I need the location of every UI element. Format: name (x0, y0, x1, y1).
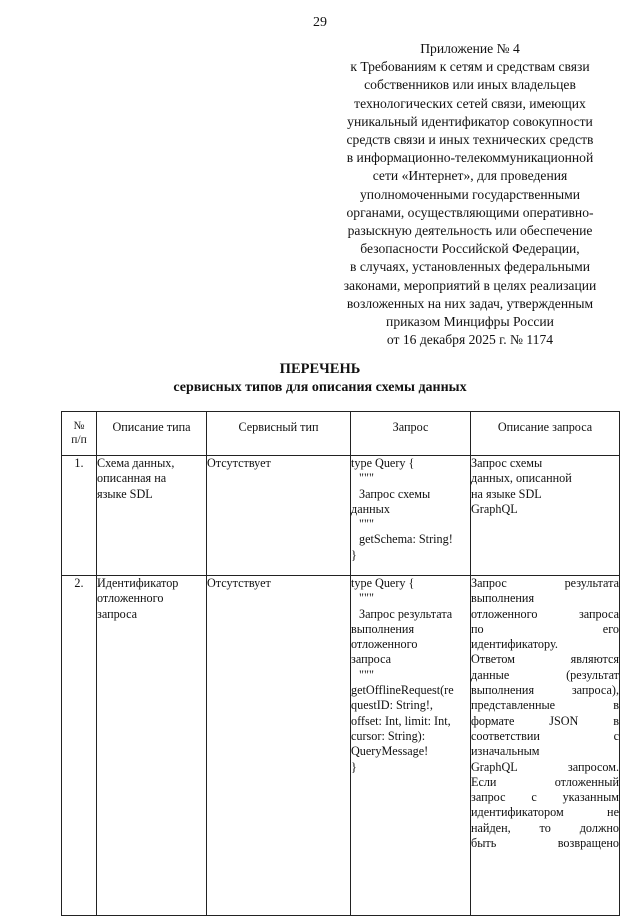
cell-line: по его (471, 621, 619, 636)
cell-line: Идентификатор (97, 576, 179, 590)
cell-line: GraphQL (471, 501, 518, 516)
cell-line: Запрос схемы (471, 456, 543, 470)
row-number: 1. (62, 456, 97, 576)
query-line: отложенного (351, 637, 418, 652)
row-number: 2. (62, 576, 97, 916)
cell-line: языке SDL (97, 486, 153, 501)
appendix-header (320, 40, 620, 349)
cell-line: формате JSON в (471, 713, 619, 728)
cell-line: отложенного запроса (471, 606, 619, 621)
cell-line: выполнения запроса), (471, 683, 619, 698)
appendix-line: разыскную деятельность или обеспечение (347, 223, 593, 239)
cell-line: Ответом являются (471, 652, 619, 667)
query-cell (351, 576, 471, 916)
appendix-line: возложенных на них задач, утвержденным (346, 295, 594, 311)
cell-line: Запрос результата (471, 576, 619, 590)
appendix-line: от 16 декабря 2025 г. № 1174 (386, 332, 554, 348)
appendix-line: в случаях, установленных федеральными (350, 259, 590, 275)
header-type-description: Описание типа (97, 412, 207, 456)
query-line: """ (359, 591, 374, 606)
cell-line: описанная на (97, 471, 167, 486)
table-row (62, 576, 620, 916)
query-line: QueryMessage! (351, 744, 429, 759)
cell-line: GraphQL запросом. (471, 759, 619, 774)
header-query: Запрос (351, 412, 471, 456)
cell-line: быть возвращено (471, 836, 619, 851)
query-cell (351, 456, 471, 576)
appendix-line: сети «Интернет», для проведения (372, 168, 568, 184)
cell-line: на языке SDL (471, 486, 542, 501)
list-title: ПЕРЕЧЕНЬ (279, 361, 361, 377)
cell-line: Схема данных, (97, 456, 175, 470)
appendix-line: собственников или иных владельцев (364, 77, 576, 93)
list-subtitle: сервисных типов для описания схемы данных (173, 380, 467, 395)
query-line: Запрос схемы (359, 486, 431, 501)
query-line: Запрос результата (359, 606, 453, 621)
cell-line: запрос с указанным (471, 790, 619, 805)
cell-line: найден, то должно (471, 820, 619, 835)
query-line: getOfflineRequest(re (351, 683, 454, 698)
query-line: type Query { (351, 456, 415, 470)
query-line: данных (351, 501, 390, 516)
appendix-line: законами, мероприятий в целях реализации (343, 277, 597, 293)
appendix-line: в информационно-телекоммуникационной (346, 150, 594, 166)
appendix-line: уполномоченными государственными (360, 186, 580, 202)
query-line: """ (359, 471, 374, 486)
appendix-line: технологических сетей связи, имеющих (354, 95, 586, 111)
cell-line: идентификатором не (471, 805, 619, 820)
header-service-type: Сервисный тип (207, 412, 351, 456)
cell-line: отложенного (97, 591, 164, 606)
query-line: } (351, 759, 357, 774)
header-num-line: № (73, 420, 85, 432)
appendix-line: к Требованиям к сетям и средствам связи (350, 59, 590, 75)
query-line: getSchema: String! (359, 532, 453, 547)
service-types-table (61, 411, 620, 916)
cell-line: выполнения (471, 591, 535, 606)
cell-line: изначальным (471, 744, 540, 759)
header-num (62, 412, 97, 456)
query-line: type Query { (351, 576, 415, 590)
query-line: запроса (351, 652, 392, 667)
cell-line: идентификатору. (471, 637, 558, 652)
service-type-cell: Отсутствует (207, 456, 351, 576)
query-description-cell (471, 576, 620, 916)
appendix-line: Приложение № 4 (420, 41, 520, 56)
page-number: 29 (313, 15, 327, 30)
table-header-row (62, 412, 620, 456)
cell-line: Если отложенный (471, 774, 619, 789)
cell-line: запроса (97, 606, 138, 621)
type-description-cell (97, 576, 207, 916)
table-row (62, 456, 620, 576)
cell-line: данных, описанной (471, 471, 572, 486)
appendix-line: безопасности Российской Федерации, (360, 241, 580, 257)
header-query-description: Описание запроса (471, 412, 620, 456)
query-line: выполнения (351, 621, 415, 636)
service-type-cell: Отсутствует (207, 576, 351, 916)
appendix-line: приказом Минцифры России (386, 314, 554, 330)
appendix-line: уникальный идентификатор совокупности (347, 113, 593, 129)
cell-line: данные (результат (471, 667, 619, 682)
query-line: """ (359, 517, 374, 532)
query-line: questID: String!, (351, 698, 433, 713)
cell-line: соответствии с (471, 728, 619, 743)
query-line: offset: Int, limit: Int, (351, 713, 451, 728)
query-line: """ (359, 667, 374, 682)
type-description-cell (97, 456, 207, 576)
cell-line: представленные в (471, 698, 619, 713)
header-num-line: п/п (71, 434, 87, 446)
appendix-line: средств связи и иных технических средств (346, 132, 594, 148)
query-line: } (351, 547, 357, 562)
query-line: cursor: String): (351, 728, 426, 743)
appendix-line: органами, осуществляющими оперативно- (346, 204, 594, 220)
query-description-cell (471, 456, 620, 576)
